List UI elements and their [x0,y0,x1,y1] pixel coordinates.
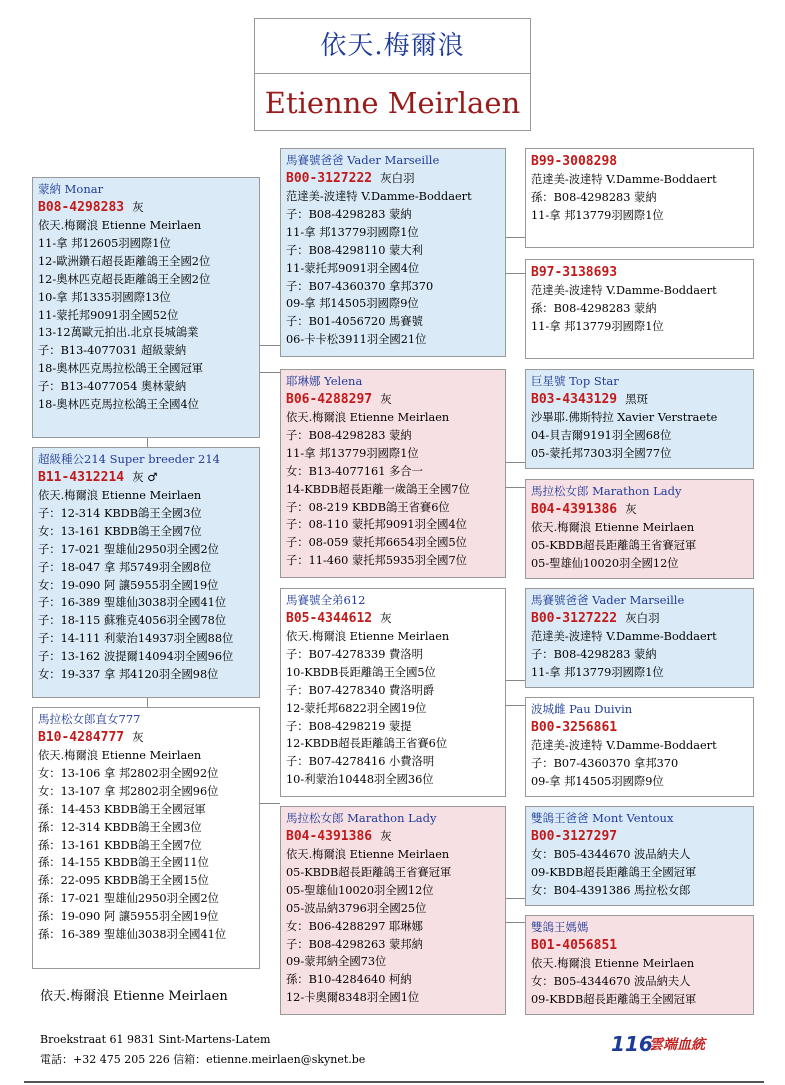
ring-number: B11-4312214 灰 ♂ [38,470,158,485]
ring-number: B00-3127297 [531,829,618,844]
detail-line: 子：08-219 KBDB鴿王省賽6位 [286,500,450,514]
pigeon-details [38,747,254,944]
pigeon-name: 波城雌 Pau Duivin [531,702,633,716]
dam-dam-card [280,806,506,1015]
detail-line: 子：13-162 波提爾14094羽全國96位 [38,650,234,664]
ring-number: B10-4284777 灰 [38,730,144,745]
detail-line: 10-拿 邦1335羽國際13位 [38,290,171,304]
detail-line: 孫：17-021 聖雄仙2950羽全國2位 [38,892,219,906]
pigeon-color: 灰白羽 [625,611,660,625]
detail-line: 11-蒙托邦9091羽全國52位 [38,308,179,322]
pigeon-color: 黑斑 [625,392,649,406]
pigeon-color: 灰白羽 [380,171,415,185]
detail-line: 子：08-110 蒙托邦9091羽全國4位 [286,518,467,532]
dam-pigeon-card [32,707,260,969]
pigeon-color: 灰 ♂ [132,470,158,484]
detail-line: 孫：B08-4298283 蒙納 [531,190,657,204]
ring-number: B97-3138693 [531,265,618,280]
pigeon-color: 灰 [380,829,392,843]
detail-line: 子：14-111 利蒙治14937羽全國88位 [38,632,234,646]
detail-line: 依天.梅爾浪 Etienne Meirlaen [38,489,202,502]
detail-line: 04-貝吉爾9191羽全國68位 [531,428,672,442]
detail-line: 05-蒙托邦7303羽全國77位 [531,446,672,460]
detail-line: 子：B08-4298283 蒙納 [286,207,412,221]
pigeon-name: 馬賽號爸爸 Vader Marseille [531,593,685,607]
detail-line: 10-利蒙治10448羽全國36位 [286,773,434,787]
dd-sire-card [525,806,754,906]
ring-number: B00-3256861 [531,720,618,735]
ring-number: B01-4056851 [531,938,618,953]
sire-pigeon-card [32,447,260,698]
pigeon-color: 灰 [625,502,637,516]
subject-pigeon-card [32,177,260,438]
detail-line: 范達美-波達特 V.Damme-Boddaert [531,630,717,643]
detail-line: 12-蒙托邦6822羽全國19位 [286,701,427,715]
sd-sire-card [525,369,754,469]
detail-line: 孫：16-389 聖雄仙3038羽全國41位 [38,928,227,942]
detail-line: 子：18-115 蘇雅克4056羽全國78位 [38,614,227,628]
detail-line: 06-卡卡松3911羽全國21位 [286,333,427,347]
detail-line: 子：B07-4278416 小費洛明 [286,755,435,769]
ring-number: B03-4343129 黑斑 [531,392,649,407]
ring-number: B05-4344612 灰 [286,611,392,626]
detail-line: 11-拿 邦13779羽國際1位 [531,208,664,222]
detail-line: 孫：19-090 阿 讓5955羽全國19位 [38,910,219,924]
detail-line: 依天.梅爾浪 Etienne Meirlaen [38,749,202,762]
connector-line [505,898,525,899]
detail-line: 依天.梅爾浪 Etienne Meirlaen [286,630,450,643]
detail-line: 依天.梅爾浪 Etienne Meirlaen [286,411,450,424]
detail-line: 范達美-波達特 V.Damme-Boddaert [286,190,472,203]
detail-line: 11-蒙托邦9091羽全國4位 [286,261,420,275]
pigeon-details [531,955,748,1009]
detail-line: 05-KBDB超長距離鴿王省賽冠軍 [286,865,452,879]
detail-line: 05-KBDB超長距離鴿王省賽冠軍 [531,538,697,552]
pigeon-color: 灰 [132,730,144,744]
pigeon-name: 雙鴿王爸爸 Mont Ventoux [531,811,674,825]
ring-number: B99-3008298 [531,154,618,169]
owner-name-cn: 依天.梅爾浪 [255,19,530,74]
detail-line: 女：19-337 拿 邦4120羽全國98位 [38,668,219,682]
detail-line: 12-卡奧爾8348羽全國1位 [286,991,420,1005]
detail-line: 女：19-090 阿 讓5955羽全國19位 [38,578,219,592]
detail-line: 05-波品納3796羽全國25位 [286,901,427,915]
detail-line: 依天.梅爾浪 Etienne Meirlaen [286,848,450,861]
detail-line: 子：B07-4278339 費洛明 [286,647,423,661]
pigeon-name: 雙鴿王媽媽 [531,920,589,934]
footer-divider [24,1081,764,1083]
connector-line [259,803,280,804]
sd-dam-card [525,479,754,579]
ring-number: B06-4288297 灰 [286,392,392,407]
ring-number: B08-4298283 灰 [38,200,144,215]
detail-line: 子：08-059 蒙托邦6654羽全國5位 [286,536,467,550]
pigeon-color: 灰 [380,392,392,406]
ss-sire-card [525,148,754,248]
detail-line: 13-12萬歐元拍出.北京長城鴿業 [38,326,199,340]
detail-line: 11-拿 邦13779羽國際1位 [286,225,419,239]
detail-line: 子：17-021 聖雄仙2950羽全國2位 [38,542,219,556]
connector-line [505,462,525,463]
footer-contact: 電話：+32 475 205 226 信箱：etienne.meirlaen@skynet.be [40,1053,366,1066]
owner-name-en: Etienne Meirlaen [264,86,521,120]
detail-line: 子：B07-4278340 費洛明爵 [286,683,435,697]
detail-line: 09-拿 邦14505羽國際9位 [286,297,419,311]
pigeon-name: 馬賽號爸爸 Vader Marseille [286,153,440,167]
connector-line [505,705,525,706]
pigeon-details [38,217,254,414]
pigeon-details [531,519,748,573]
detail-line: 孫：B08-4298283 蒙納 [531,301,657,315]
pigeon-color: 灰 [132,200,144,214]
detail-line: 子：B08-4298283 蒙納 [286,428,412,442]
pigeon-name: 超級種公214 Super breeder 214 [38,452,220,466]
pigeon-details [531,171,748,225]
pigeon-details [531,282,748,336]
detail-line: 子：B13-4077031 超級蒙納 [38,344,187,358]
owner-signature: 依天.梅爾浪 Etienne Meirlaen [40,989,228,1004]
detail-line: 09-蒙邦納全國73位 [286,955,387,969]
connector-line [505,273,525,274]
detail-line: 05-聖雄仙10020羽全國12位 [531,556,679,570]
pigeon-details [38,487,254,684]
pigeon-name: 馬拉松女郎 Marathon Lady [531,484,682,498]
detail-line: 05-聖雄仙10020羽全國12位 [286,883,434,897]
pigeon-color: 灰 [380,611,392,625]
pigeon-details [531,846,748,900]
pigeon-details [286,846,500,1007]
detail-line: 女：B13-4077161 多合一 [286,464,423,478]
dd-dam-card [525,915,754,1015]
detail-line: 女：B04-4391386 馬拉松女郎 [531,883,691,897]
pigeon-name: 馬拉松女郎直女777 [38,712,141,726]
pigeon-details [286,409,500,570]
pigeon-name: 蒙納 Monar [38,182,104,196]
detail-line: 10-KBDB長距離鴿王全國5位 [286,665,436,679]
detail-line: 女：B06-4288297 耶琳娜 [286,919,423,933]
detail-line: 12-歐洲鑽石超長距離鴿王全國2位 [38,254,211,268]
detail-line: 子：B13-4077054 奧林蒙納 [38,380,187,394]
pigeon-name: 巨星號 Top Star [531,374,619,388]
detail-line: 11-拿 邦13779羽國際1位 [531,319,664,333]
detail-line: 18-奧林匹克馬拉松鴿王全國冠軍 [38,362,204,376]
detail-line: 依天.梅爾浪 Etienne Meirlaen [531,957,695,970]
sire-dam-card [280,369,506,578]
detail-line: 依天.梅爾浪 Etienne Meirlaen [38,219,202,232]
logo-number: 116 [611,1032,653,1056]
detail-line: 子：B08-4298283 蒙納 [531,647,657,661]
connector-line [259,345,280,346]
connector-line [147,697,148,707]
detail-line: 14-KBDB超長距離一歲鴿王全國7位 [286,482,470,496]
detail-line: 09-KBDB超長距離鴿王全國冠軍 [531,992,697,1006]
dam-sire-card [280,588,506,797]
pigeon-name: 耶琳娜 Yelena [286,374,363,388]
detail-line: 11-拿 邦13779羽國際1位 [286,446,419,460]
detail-line: 子：12-314 KBDB鴿王全國3位 [38,506,202,520]
detail-line: 孫：22-095 KBDB鴿王全國15位 [38,874,209,888]
detail-line: 子：11-460 蒙托邦5935羽全國7位 [286,554,467,568]
detail-line: 依天.梅爾浪 Etienne Meirlaen [531,521,695,534]
detail-line: 女：13-106 拿 邦2802羽全國92位 [38,766,219,780]
detail-line: 12-KBDB超長距離鴿王省賽6位 [286,737,448,751]
connector-line [505,680,525,681]
detail-line: 11-拿 邦12605羽國際1位 [38,236,171,250]
detail-line: 子：B07-4360370 拿邦370 [531,756,679,770]
detail-line: 12-奧林匹克超長距離鴿王全國2位 [38,272,211,286]
detail-line: 子：B07-4360370 拿邦370 [286,279,434,293]
connector-line [505,237,525,238]
detail-line: 09-拿 邦14505羽國際9位 [531,774,664,788]
detail-line: 孫：14-155 KBDB鴿王全國11位 [38,856,209,870]
detail-line: 子：B08-4298110 蒙大利 [286,243,423,257]
detail-line: 范達美-波達特 V.Damme-Boddaert [531,284,717,297]
footer-address: Broekstraat 61 9831 Sint-Martens-Latem [40,1033,271,1046]
pigeon-name: 馬拉松女郎 Marathon Lady [286,811,437,825]
detail-line: 女：B05-4344670 波品納夫人 [531,848,691,861]
detail-line: 子：B08-4298219 蒙提 [286,719,412,733]
detail-line: 女：B05-4344670 波品納夫人 [531,974,691,988]
detail-line: 孫：13-161 KBDB鴿王全國7位 [38,838,202,852]
pigeon-details [531,628,748,682]
detail-line: 女：13-161 KBDB鴿王全國7位 [38,524,202,538]
detail-line: 子：16-389 聖雄仙3038羽全國41位 [38,596,227,610]
detail-line: 沙畢耶.佛斯特拉 Xavier Verstraete [531,411,718,424]
pedigree-title-box [254,18,531,131]
connector-line [259,372,280,373]
detail-line: 09-KBDB超長距離鴿王全國冠軍 [531,865,697,879]
pigeon-name: 馬賽號全弟612 [286,593,366,607]
ring-number: B00-3127222 灰白羽 [531,611,660,626]
detail-line: 11-拿 邦13779羽國際1位 [531,665,664,679]
detail-line: 范達美-波達特 V.Damme-Boddaert [531,173,717,186]
detail-line: 子：B08-4298263 蒙邦納 [286,937,423,951]
connector-line [147,437,148,447]
ring-number: B04-4391386 灰 [286,829,392,844]
sire-sire-card [280,148,506,357]
detail-line: 孫：14-453 KBDB鴿王全國冠軍 [38,802,206,816]
ring-number: B00-3127222 灰白羽 [286,171,415,186]
site-logo [611,1032,721,1056]
detail-line: 子：B01-4056720 馬賽號 [286,315,423,329]
detail-line: 18-奧林匹克馬拉松鴿王全國4位 [38,398,199,412]
detail-line: 女：13-107 拿 邦2802羽全國96位 [38,784,219,798]
ring-number: B04-4391386 灰 [531,502,637,517]
ds-dam-card [525,697,754,797]
ds-sire-card [525,588,754,688]
detail-line: 范達美-波達特 V.Damme-Boddaert [531,739,717,752]
ss-dam-card [525,259,754,359]
connector-line [505,487,525,488]
detail-line: 孫：12-314 KBDB鴿王全國3位 [38,820,202,834]
pigeon-details [531,737,748,791]
pigeon-details [531,409,748,463]
logo-text: 雲端血統 [649,1037,705,1053]
detail-line: 孫：B10-4284640 柯納 [286,973,412,987]
pigeon-details [286,188,500,349]
connector-line [505,922,525,923]
pigeon-details [286,628,500,789]
detail-line: 子：18-047 拿 邦5749羽全國8位 [38,560,212,574]
